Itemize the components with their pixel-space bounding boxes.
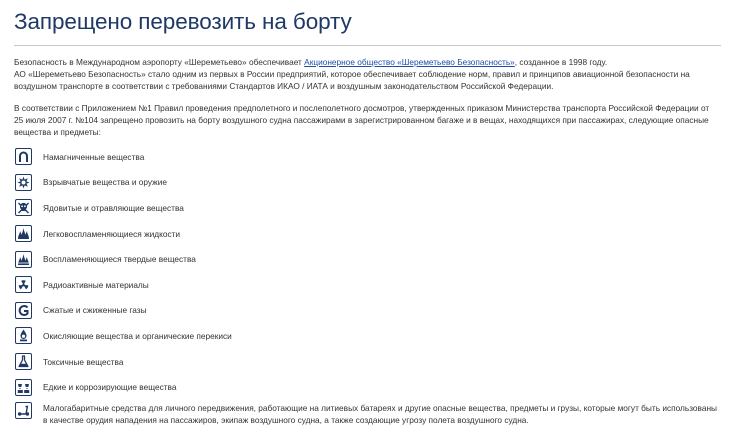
intro-section [14, 56, 719, 92]
item-label: Воспламеняющиеся твердые вещества [43, 254, 196, 265]
item-label: Малогабаритные средства для личного передвижения, работающие на литиевых батареях и другие опасные вещества, предметы и грузы, которые могут быть использованы в качестве орудия нападения на пассажиров, экипаж воздушного судна, а также создающие угрозу полета воздушного судна. [43, 402, 717, 425]
list-item [14, 246, 719, 272]
list-item [14, 323, 719, 349]
decree-text: В соответствии с Приложением №1 Правил проведения предполетного и послеполетного досмотров, утвержденных приказом Министерства транспорта Российской Федерации от 25 июля 2007 г. №104 запрещено провозить на борту воздушного судна пассажирами в зарегистрированном багаже и в вещах, находящихся при пассажирах, следующие опасные вещества и предметы: [14, 103, 710, 137]
gas-cylinder-icon [15, 302, 32, 319]
item-label: Едкие и коррозирующие вещества [43, 382, 177, 393]
intro-text-after: , созданное в 1998 году. [514, 57, 608, 67]
flammable-solid-icon [15, 251, 32, 268]
toxic-flask-icon [15, 353, 32, 370]
item-label: Сжатые и сжиженные газы [43, 305, 147, 316]
item-label: Взрывчатые вещества и оружие [43, 177, 167, 188]
list-item [14, 402, 719, 432]
item-label: Окисляющие вещества и органические перекиси [43, 330, 232, 341]
list-item [14, 349, 719, 375]
item-label: Ядовитые и отравляющие вещества [43, 202, 184, 213]
list-item [14, 221, 719, 247]
item-label: Радиоактивные материалы [43, 279, 149, 290]
item-label: Намагниченные вещества [43, 151, 145, 162]
intro-line-2: АО «Шереметьево Безопасность» стало одним из первых в России предприятий, которое обеспечивает соблюдение норм, правил и принципов авиационной безопасности на воздушном транспорте в соответствии с требованиями Стандартов ИКАО / ИАТА и воздушным законодательством Российской Федерации. [14, 69, 690, 91]
list-item [14, 298, 719, 324]
magnet-icon [15, 148, 32, 165]
list-item [14, 170, 719, 196]
list-item [14, 374, 719, 400]
list-item [14, 195, 719, 221]
security-company-link[interactable]: Акционерное общество «Шереметьево Безопасность» [304, 57, 515, 67]
explosion-icon [15, 174, 32, 191]
oxidizer-icon [15, 327, 32, 344]
prohibited-items-list [14, 144, 719, 432]
item-label: Легковоспламеняющиеся жидкости [43, 228, 181, 239]
radioactive-icon [15, 276, 32, 293]
corrosive-icon [15, 379, 32, 396]
list-item [14, 272, 719, 298]
list-item [14, 144, 719, 170]
item-label: Токсичные вещества [43, 356, 124, 367]
skull-icon [15, 199, 32, 216]
title-divider [14, 45, 721, 46]
intro-line-1 [14, 56, 719, 68]
intro-text-before: Безопасность в Международном аэропорту «Шереметьево» обеспечивает [14, 57, 305, 67]
page-title: Запрещено перевозить на борту [14, 9, 352, 34]
scooter-icon [15, 402, 32, 419]
flammable-liquid-icon [15, 225, 32, 242]
